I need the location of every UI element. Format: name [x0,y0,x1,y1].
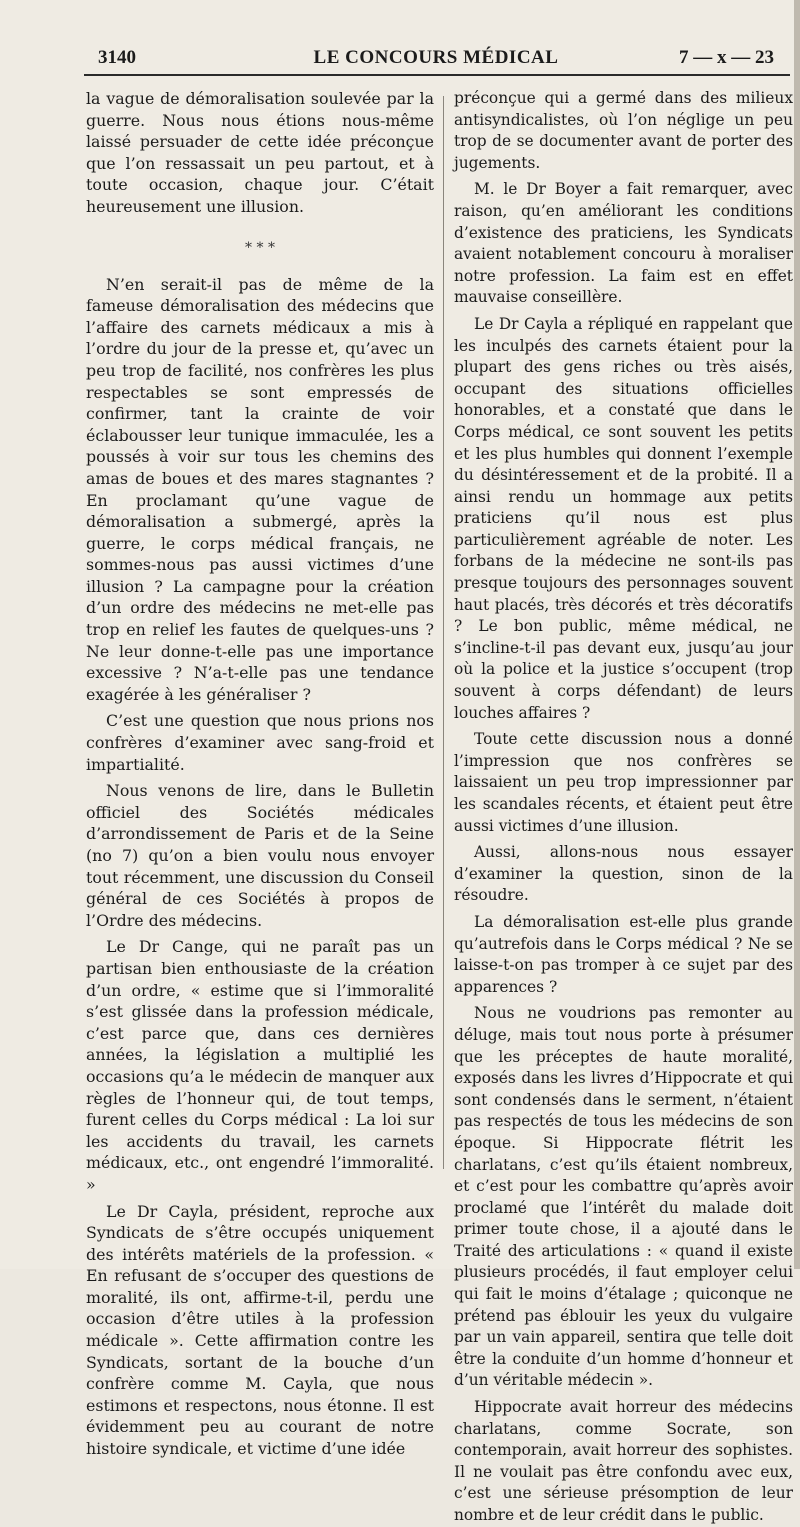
left-column [86,88,434,1460]
paragraph: La démoralisation est-elle plus grande qu’autrefois dans le Corps médical ? Ne se laisse-t-on pas tromper à ce sujet par des apparences ? [454,912,793,996]
issue-date: 7 — x — 23 [679,47,774,68]
paragraph: N’en serait-il pas de même de la fameuse démoralisation des médecins que l’affaire des carnets médicaux a mis à l’ordre du jour de la presse et, qu’avec un peu trop de facilité, nos confrères les plus respectables se sont empressés de confirmer, tant la crainte de voir éclabousser leur tunique immaculée, les a poussés à voir sur tous les chemins des amas de boues et des mares stagnantes ? En proclamant qu’une vague de démoralisation a submergé, après la guerre, le corps médical français, ne sommes-nous pas aussi victimes d’une illusion ? La campagne pour la création d’un ordre des médecins ne met-elle pas trop en relief les fautes de quelques-uns ? Ne leur donne-t-elle pas une importance excessive ? N’a-t-elle pas une tendance exagérée à les généraliser ? [86,274,434,704]
paragraph: C’est une question que nous prions nos confrères d’examiner avec sang-froid et impartialité. [86,711,434,774]
paragraph: Nous venons de lire, dans le Bulletin officiel des Sociétés médicales d’arrondissement de Paris et de la Seine (no 7) qu’on a bien voulu nous envoyer tout récemment, une discussion du Conseil général de ces Sociétés à propos de l’Ordre des médecins. [86,781,434,930]
paragraph: Nous ne voudrions pas remonter au déluge, mais tout nous porte à présumer que les préceptes de haute moralité, exposés dans les livres d’Hippocrate et qui sont condensés dans le serment, n’étaient pas respectés de tous les médecins de son époque. Si Hippocrate flétrit les charlatans, c’est qu’ils étaient nombreux, et c’est pour les combattre qu’après avoir proclamé que l’intérêt du malade doit primer toute chose, il a ajouté dans le Traité des articulations : « quand il existe plusieurs procédés, il faut employer celui qui fait le moins d’étalage ; quiconque ne prétend pas éblouir les yeux du vulgaire par un vain appareil, sentira que telle doit être la conduite d’un homme d’honneur et d’un véritable médecin ». [454,1004,793,1390]
paragraph: Toute cette discussion nous a donné l’impression que nos confrères se laissaient un peu trop impressionner par les scandales récents, et étaient peut être aussi victimes d’une illusion. [454,730,793,835]
paragraph: Le Dr Cayla, président, reproche aux Syndicats de s’être occupés uniquement des intérêts matériels de la profession. « En refusant de s’occuper des questions de moralité, ils ont, affirme-t-il, perdu une occasion d’être utiles à la profession médicale ». Cette affirmation contre les Syndicats, sortant de la bouche d’un confrère comme M. Cayla, que nous estimons et respectons, nous étonne. Il est évidemment peu au courant de notre histoire syndicale, et victime d’une idée [86,1201,434,1459]
journal-title: LE CONCOURS MÉDICAL [313,47,559,68]
page-header [98,44,774,72]
paragraph: Hippocrate avait horreur des médecins charlatans, comme Socrate, son contemporain, avait horreur des sophistes. Il ne voulait pas être confondu avec eux, c’est une sérieuse présomption de leur nombre et de leur crédit dans le public. [454,1398,793,1524]
page-edge [794,0,800,1269]
section-separator: * * * [245,239,275,256]
header-rule [84,74,790,76]
page-number: 3140 [98,47,136,68]
paragraph: Aussi, allons-nous nous essayer d’examiner la question, sinon de la résoudre. [454,843,793,905]
paragraph: Le Dr Cange, qui ne paraît pas un partisan bien enthousiaste de la création d’un ordre, « estime que si l’immoralité s’est glissée dans la profession médicale, c’est parce que, dans ces dernières années, la législation a multiplié les occasions qu’a le médecin de manquer aux règles de l’honneur qui, de tout temps, furent celles du Corps médical : La loi sur les accidents du travail, les carnets médicaux, etc., ont engendré l’immoralité. » [86,937,434,1194]
paragraph: M. le Dr Boyer a fait remarquer, avec raison, qu’en améliorant les conditions d’existence des praticiens, les Syndicats avaient notablement concouru à moraliser notre profession. La faim est en effet mauvaise conseillère. [454,180,793,307]
right-column [454,88,793,1527]
column-divider [443,96,444,1169]
paragraph: préconçue qui a germé dans des milieux antisyndicalistes, où l’on néglige un peu trop de se documenter avant de porter des jugements. [454,89,793,172]
paragraph: Le Dr Cayla a répliqué en rappelant que les inculpés des carnets étaient pour la plupart des gens riches ou très aisés, occupant des situations officielles honorables, et a constaté que dans le Corps médical, ce sont souvent les petits et les plus humbles qui donnent l’exemple du désintéressement et de la probité. Il a ainsi rendu un hommage aux petits praticiens qu’il nous est plus particulièrement agréable de noter. Les forbans de la médecine ne sont-ils pas presque toujours des personnages souvent haut placés, très décorés et très décoratifs ? Le bon public, même médical, ne s’incline-t-il pas devant eux, jusqu’au jour où la police et la justice s’occupent (trop souvent à corps défendant) de leurs louches affaires ? [454,314,793,722]
paragraph: la vague de démoralisation soulevée par la guerre. Nous nous étions nous-même laissé persuader de cette idée préconçue que l’on ressassait un peu partout, et à toute occasion, chaque jour. C’était heureusement une illusion. [86,89,434,216]
